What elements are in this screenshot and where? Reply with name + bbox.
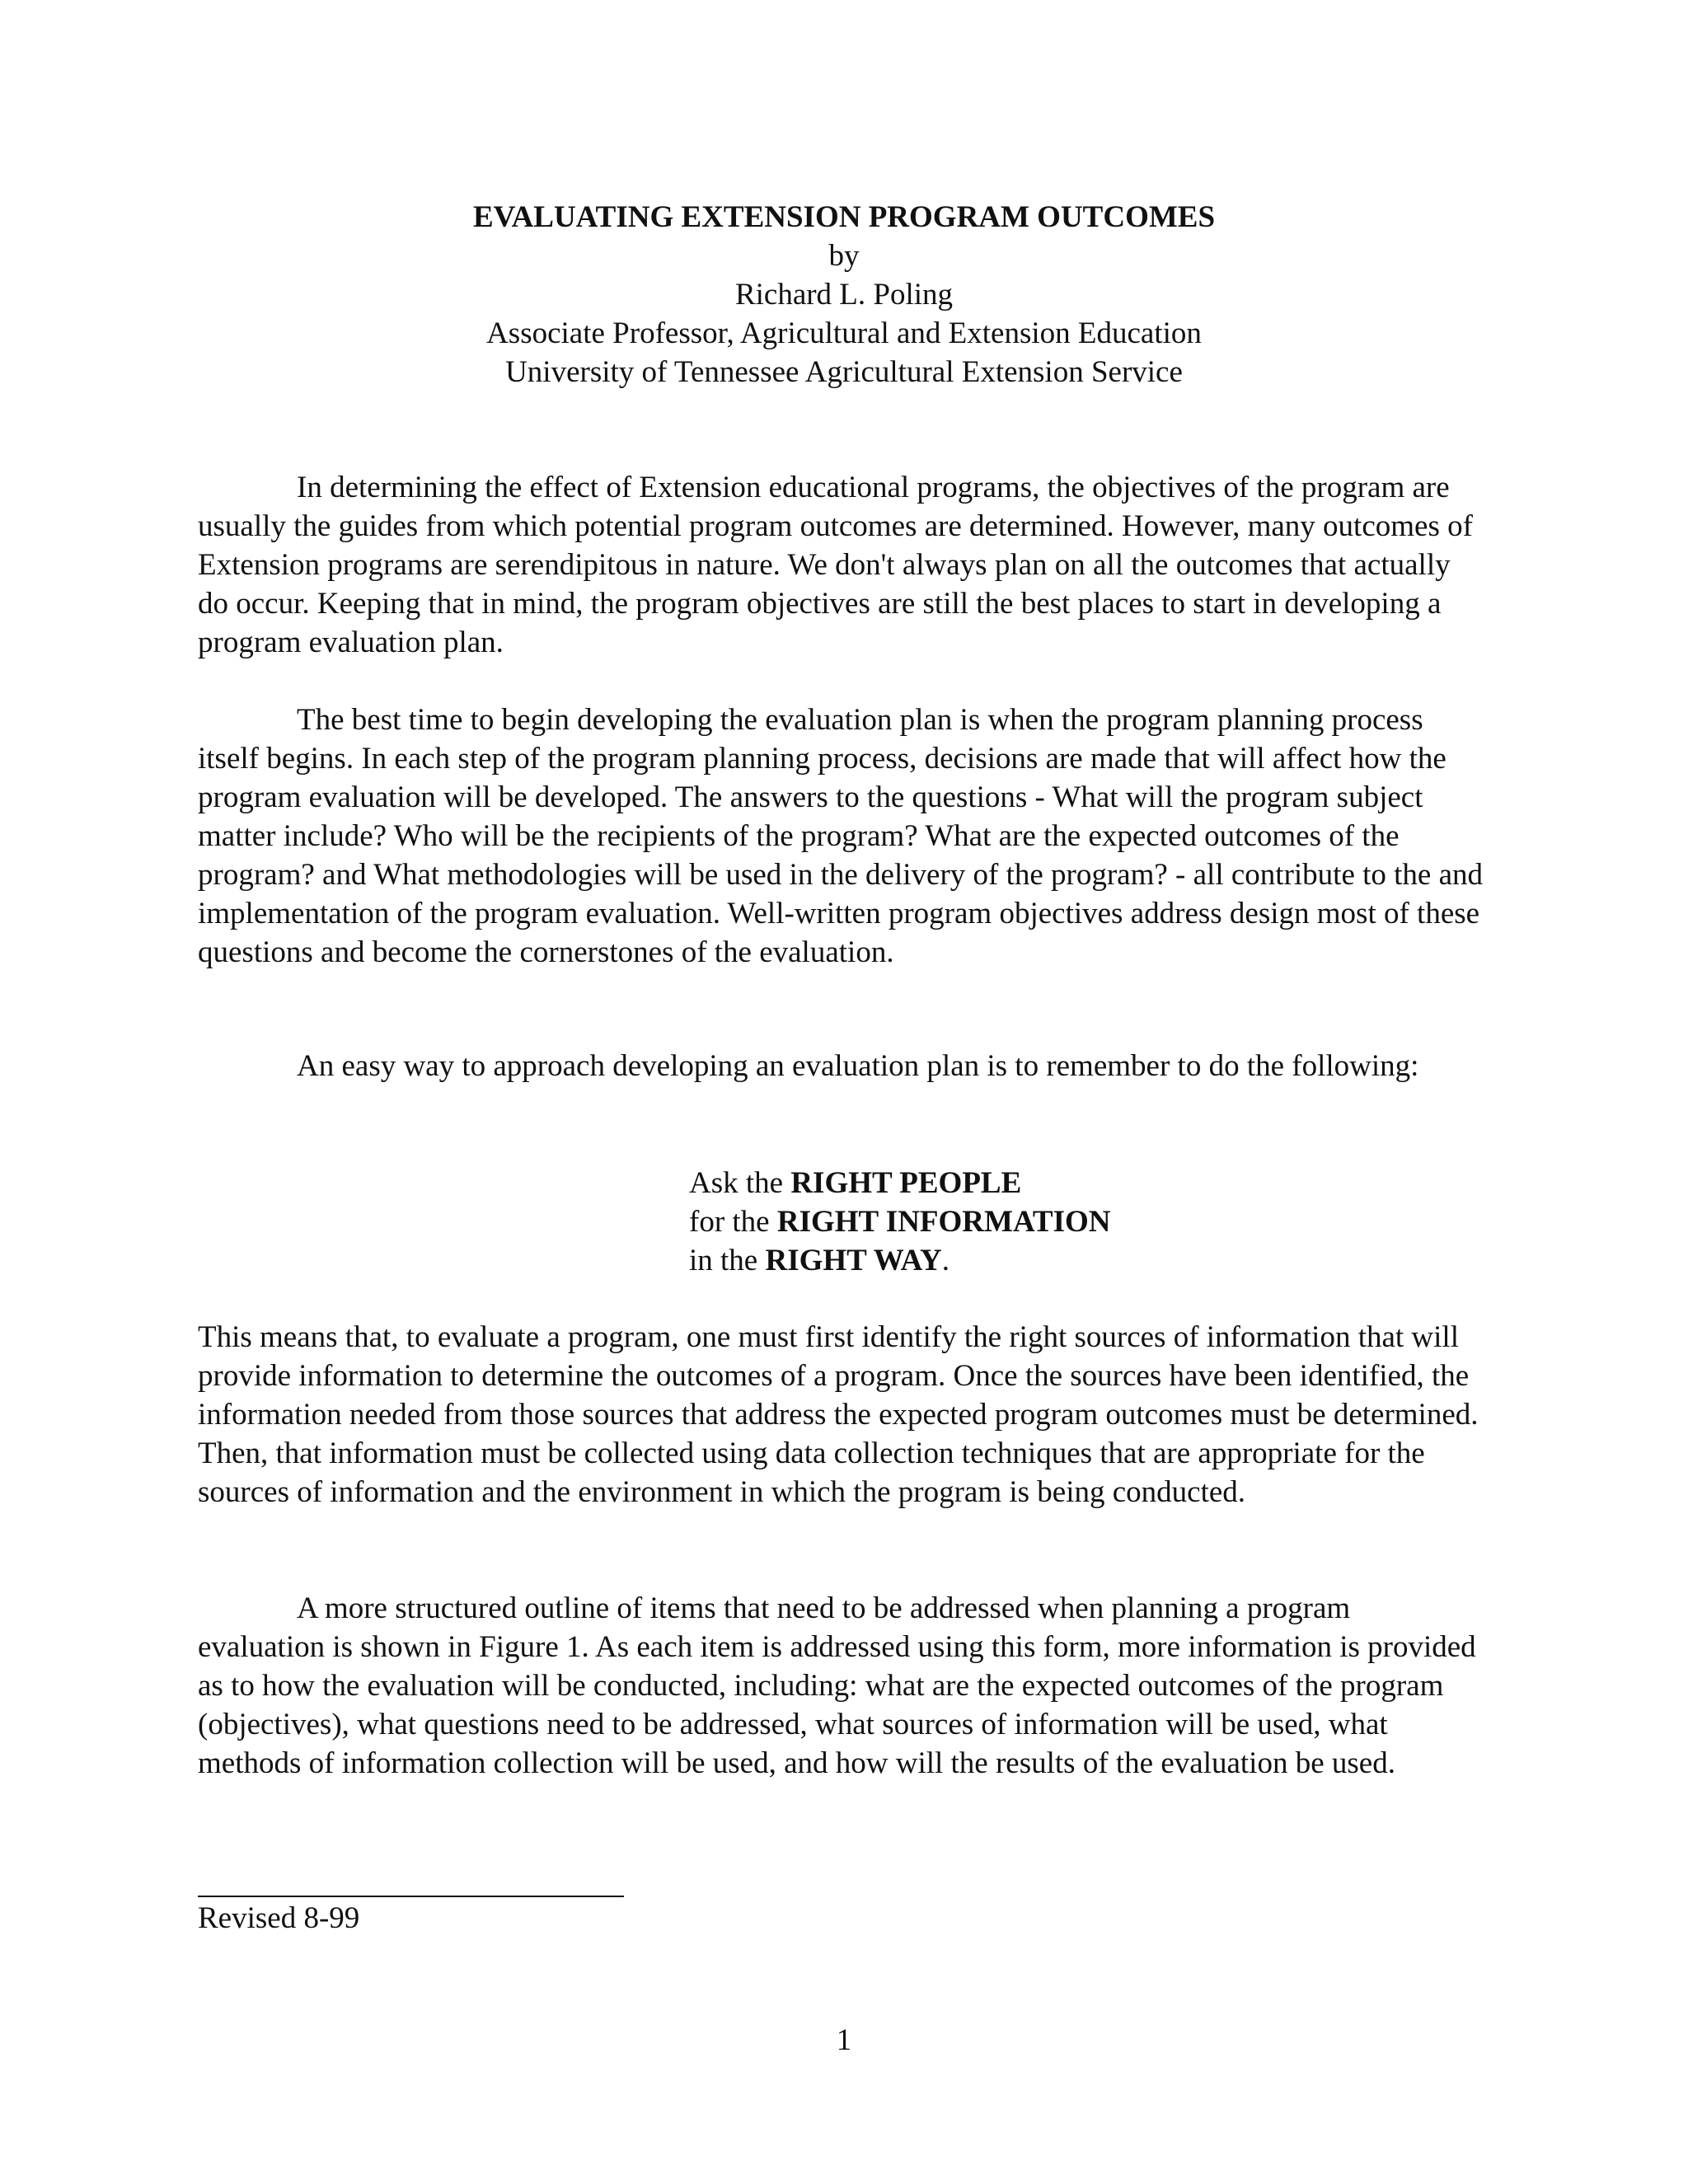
right-information-line [689,1202,1111,1241]
right-way-emphasis: RIGHT WAY [765,1244,942,1277]
right-way-prefix: in the [689,1244,766,1277]
author-position: Associate Professor, Agricultural and Extension Education [486,316,1202,350]
body-paragraph-1: In determining the effect of Extension educational programs, the objectives of the program are usually the guides from which potential program outcomes are determined. However, many outcomes of Extension programs are serendipitous in nature. We don't always plan on all the outcomes that actually do occur. Keeping that in mind, the program objectives are still the best places to start in developing a program evaluation plan. [198,471,1473,659]
right-information-emphasis: RIGHT INFORMATION [776,1205,1111,1239]
right-way-suffix: . [941,1244,950,1277]
author-name: Richard L. Poling [734,278,954,312]
body-paragraph-4: This means that, to evaluate a program, one must first identify the right sources of information that will provide information to determine the outcomes of a program. Once the sources have been identified, the information needed from those sources that address the expected program outcomes must be determined. Then, that information must be collected using data collection techniques that are appropriate for the sources of information and the environment in which the program is being conducted. [198,1320,1479,1509]
right-information-prefix: for the [689,1205,777,1239]
author-institution: University of Tennessee Agricultural Extension Service [505,355,1183,389]
right-people-prefix: Ask the [689,1166,791,1200]
page-number: 1 [836,2023,852,2057]
right-way-line [689,1241,1111,1280]
document-title: EVALUATING EXTENSION PROGRAM OUTCOMES [472,200,1216,234]
body-paragraph-2: The best time to begin developing the evaluation plan is when the program planning process itself begins. In each step of the program planning process, decisions are made that will affect how the program evaluation will be developed. The answers to the questions - What will the program subject matter include? Who will be the recipients of the program? What are the expected outcomes of the program? and What methodologies will be used in the delivery of the program? - all contribute to the and implementation of the program evaluation. Well-written program objectives address design most of these questions and become the cornerstones of the evaluation. [198,703,1484,969]
revision-note: Revised 8-99 [198,1901,360,1935]
body-paragraph-5: A more structured outline of items that need to be addressed when planning a program evaluation is shown in Figure 1. As each item is addressed using this form, more information is provided as to how the evaluation will be conducted, including: what are the expected outcomes of the program (objectives), what questions need to be addressed, what sources of information will be used, what methods of information collection will be used, and how will the results of the evaluation be used. [198,1591,1476,1780]
right-people-line [689,1164,1111,1202]
right-people-emphasis: RIGHT PEOPLE [790,1166,1022,1200]
body-paragraph-3: An easy way to approach developing an evaluation plan is to remember to do the following: [297,1049,1419,1083]
title-block [0,198,1688,391]
footnote-divider [198,1896,624,1897]
right-people-information-way-block [689,1164,1111,1280]
byline: by [828,239,860,273]
